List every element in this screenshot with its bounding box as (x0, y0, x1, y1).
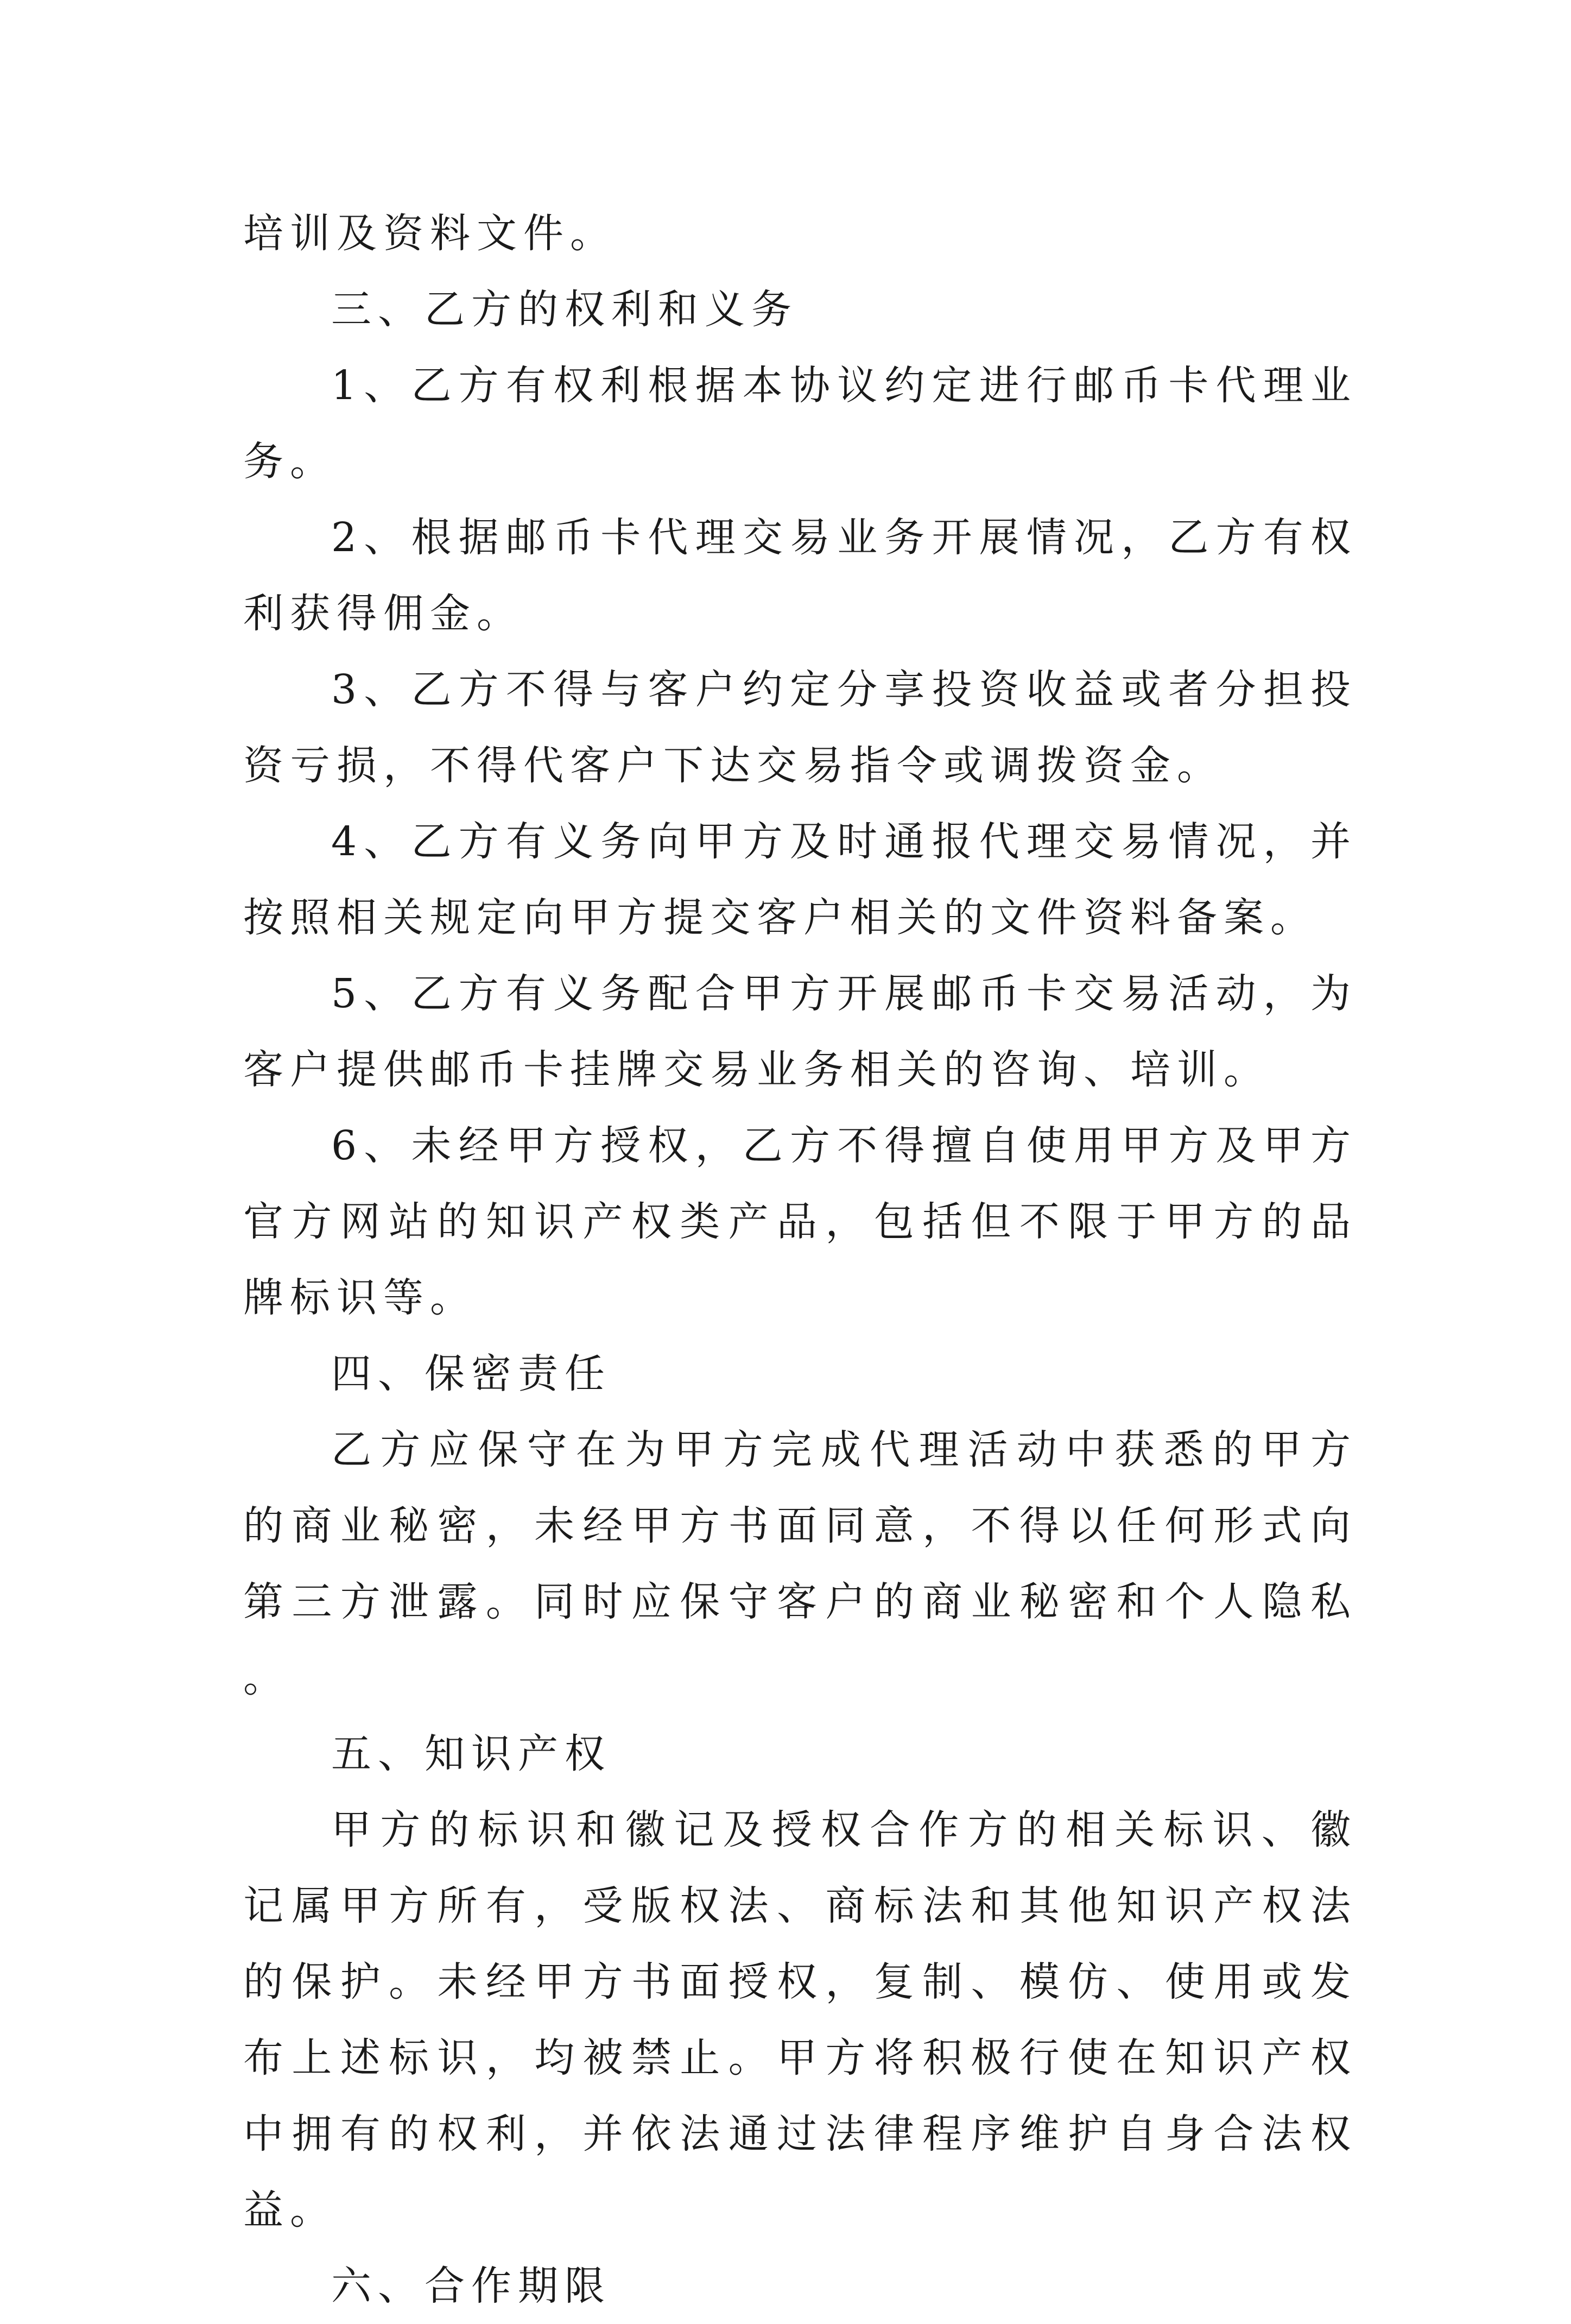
clause-3-6: 6、未经甲方授权，乙方不得擅自使用甲方及甲方官方网站的知识产权类产品，包括但不限于甲方的品牌标识等。 (243, 1122, 1357, 1321)
clause-3-5: 5、乙方有义务配合甲方开展邮币卡交易活动，为客户提供邮币卡挂牌交易业务相关的咨询、培训。 (243, 970, 1357, 1093)
section-heading-cooperation-period: 六、合作期限 (331, 2263, 611, 2309)
clause-3-1: 1、乙方有权利根据本协议约定进行邮币卡代理业务。 (243, 362, 1357, 485)
section-heading-rights-obligations: 三、乙方的权利和义务 (331, 286, 798, 333)
intellectual-property-paragraph: 甲方的标识和徽记及授权合作方的相关标识、徽记属甲方所有，受版权法、商标法和其他知识产权法的保护。未经甲方书面授权，复制、模仿、使用或发布上述标识，均被禁止。甲方将积极行使在知识产权中拥有的权利，并依法通过法律程序维护自身合法权益。 (243, 1807, 1357, 2233)
clause-3-2: 2、根据邮币卡代理交易业务开展情况，乙方有权利获得佣金。 (243, 514, 1357, 637)
paragraph-continuation: 培训及资料文件。 (243, 210, 617, 257)
document-body (243, 195, 1357, 2324)
section-heading-intellectual-property: 五、知识产权 (331, 1731, 611, 1777)
clause-3-4: 4、乙方有义务向甲方及时通报代理交易情况，并按照相关规定向甲方提交客户相关的文件资料备案。 (243, 818, 1357, 941)
confidentiality-paragraph: 乙方应保守在为甲方完成代理活动中获悉的甲方的商业秘密，未经甲方书面同意，不得以任何形式向第三方泄露。同时应保守客户的商业秘密和个人隐私。 (243, 1426, 1357, 1701)
section-heading-confidentiality: 四、保密责任 (331, 1350, 611, 1397)
clause-3-3: 3、乙方不得与客户约定分享投资收益或者分担投资亏损，不得代客户下达交易指令或调拨资金。 (243, 666, 1357, 789)
